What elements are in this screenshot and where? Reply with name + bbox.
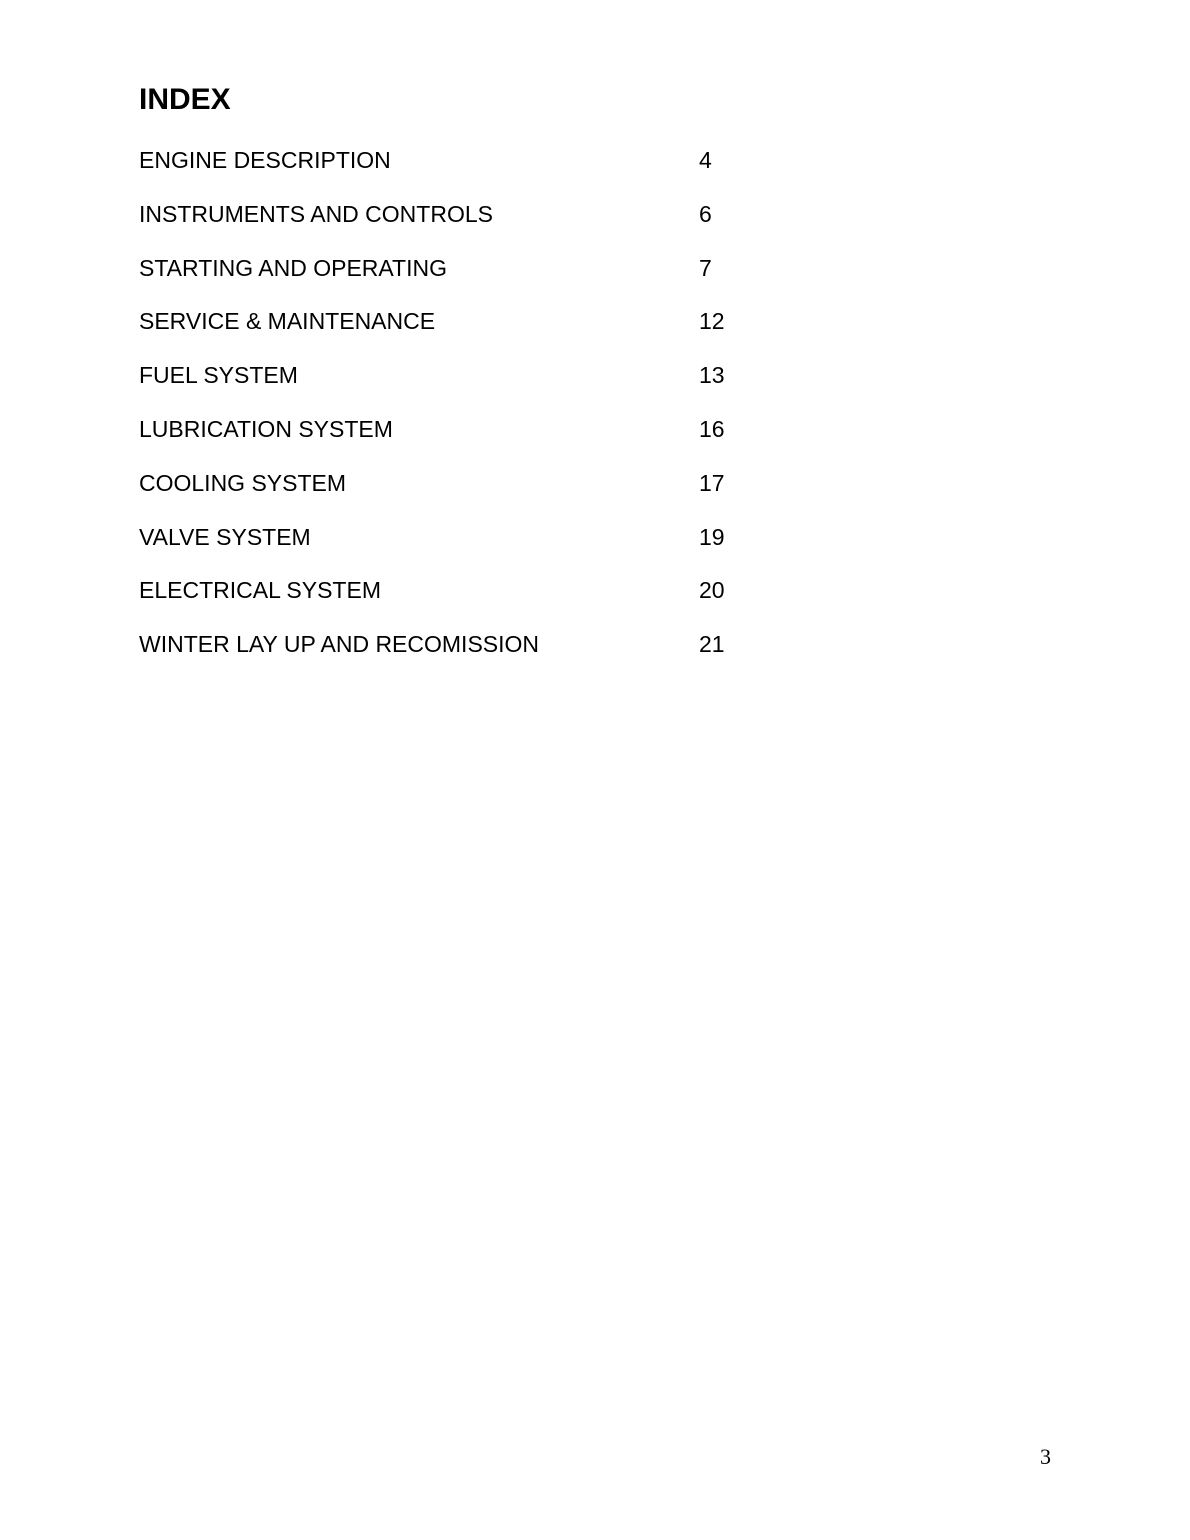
toc-entry-page: 13 xyxy=(699,362,725,389)
toc-entry-label: WINTER LAY UP AND RECOMISSION xyxy=(139,631,540,658)
toc-entry-lubrication-system xyxy=(139,414,759,468)
toc-entry-fuel-system xyxy=(139,360,759,414)
toc-entry-cooling-system xyxy=(139,468,759,522)
toc-entry-page: 19 xyxy=(699,523,725,550)
toc-entry-electrical-system xyxy=(139,575,759,629)
toc-entry-label: STARTING AND OPERATING xyxy=(139,254,447,281)
toc-entry-instruments-and-controls xyxy=(139,199,759,253)
table-of-contents xyxy=(139,145,759,683)
toc-entry-page: 7 xyxy=(699,254,712,281)
toc-entry-page: 20 xyxy=(699,577,725,604)
toc-entry-page: 17 xyxy=(699,469,725,496)
toc-entry-valve-system xyxy=(139,522,759,576)
toc-entry-page: 16 xyxy=(699,415,725,442)
toc-entry-label: LUBRICATION SYSTEM xyxy=(139,415,393,442)
toc-entry-label: INSTRUMENTS AND CONTROLS xyxy=(139,200,493,227)
page-title: INDEX xyxy=(139,83,231,116)
toc-entry-engine-description xyxy=(139,145,759,199)
toc-entry-label: SERVICE & MAINTENANCE xyxy=(139,308,436,335)
toc-entry-page: 6 xyxy=(699,200,712,227)
toc-entry-starting-and-operating xyxy=(139,253,759,307)
toc-entry-label: ENGINE DESCRIPTION xyxy=(139,147,391,173)
toc-entry-page: 12 xyxy=(699,308,725,335)
toc-entry-label: COOLING SYSTEM xyxy=(139,469,347,496)
toc-entry-winter-lay-up xyxy=(139,629,759,683)
toc-entry-page: 21 xyxy=(699,631,725,658)
page-number: 3 xyxy=(1040,1444,1051,1469)
toc-entry-service-maintenance xyxy=(139,306,759,360)
toc-entry-label: ELECTRICAL SYSTEM xyxy=(139,577,381,604)
toc-entry-page: 4 xyxy=(699,147,712,173)
toc-entry-label: VALVE SYSTEM xyxy=(139,523,311,550)
toc-entry-label: FUEL SYSTEM xyxy=(139,362,298,389)
